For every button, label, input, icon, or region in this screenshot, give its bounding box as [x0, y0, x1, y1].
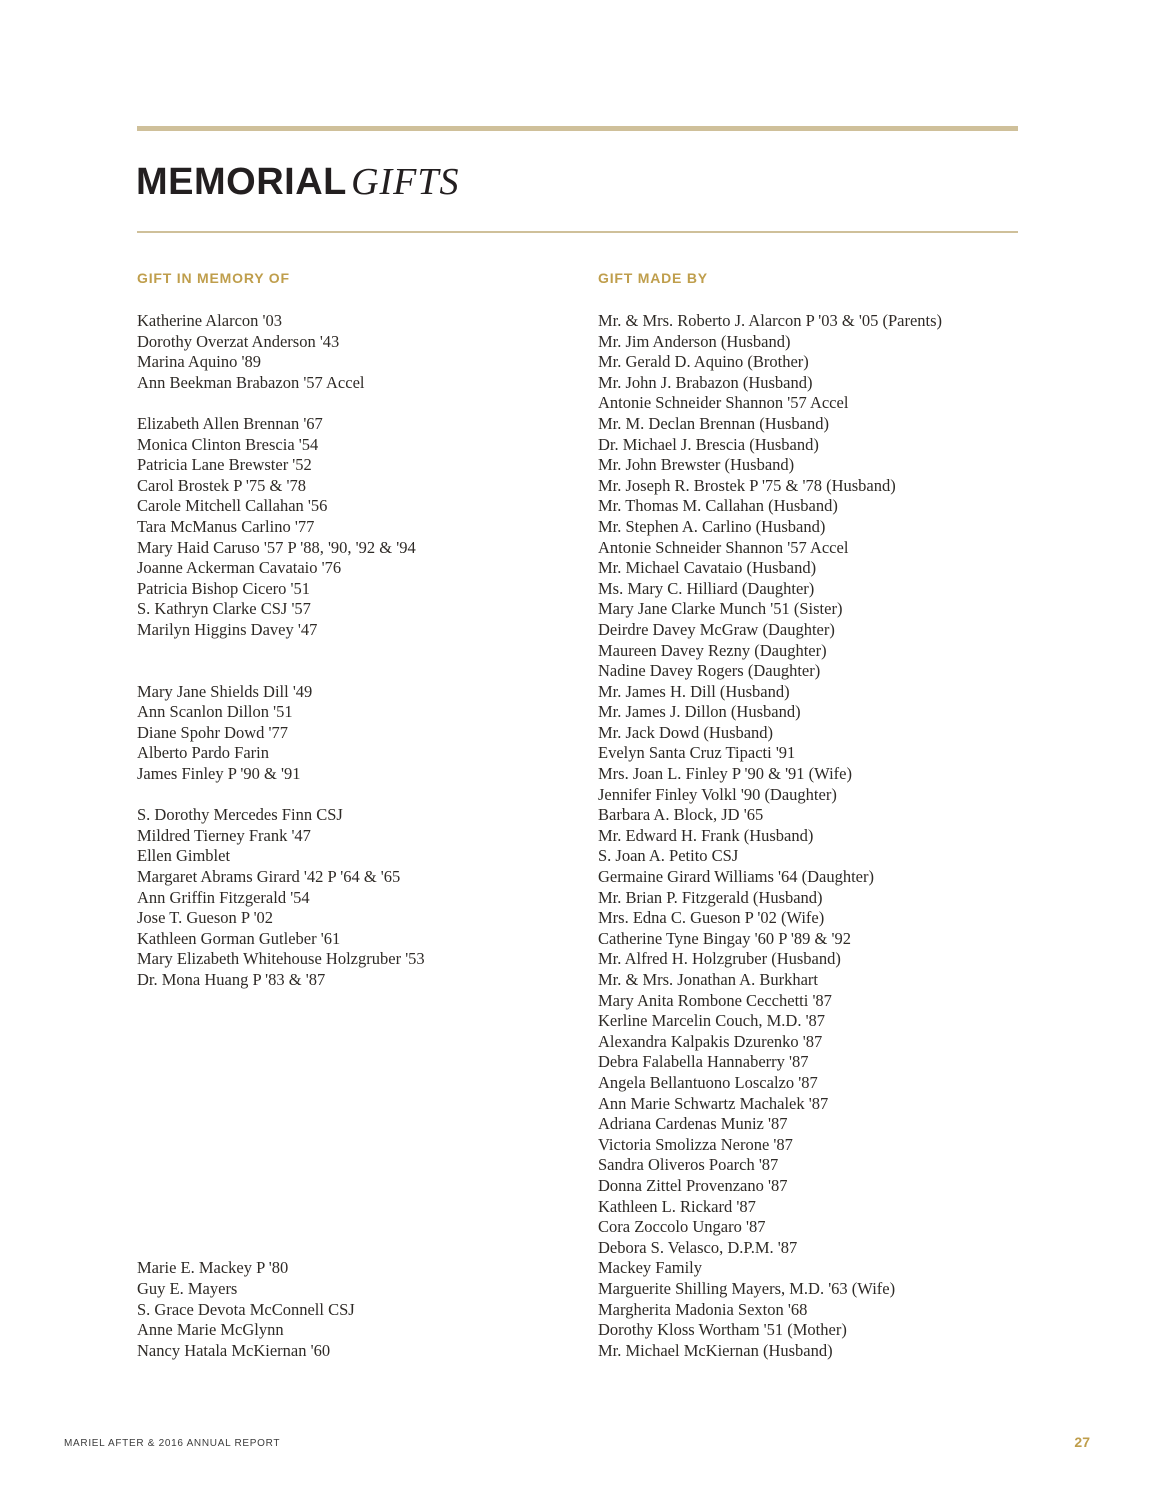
- donor-name: Mr. Edward H. Frank (Husband): [598, 825, 814, 845]
- donor-name: Nadine Davey Rogers (Daughter): [598, 661, 821, 681]
- donor-name: Debra Falabella Hannaberry '87: [598, 1052, 809, 1072]
- donor-name: S. Joan A. Petito CSJ: [598, 846, 739, 866]
- top-divider: [137, 126, 1018, 131]
- blank-line: [137, 1032, 582, 1053]
- memorial-name: Mary Jane Shields Dill '49: [137, 681, 313, 701]
- memorial-name: Jose T. Gueson P '02: [137, 908, 274, 928]
- donor-name: Mr. Gerald D. Aquino (Brother): [598, 352, 809, 372]
- donor-name: Alexandra Kalpakis Dzurenko '87: [598, 1031, 823, 1051]
- memorial-name: Diane Spohr Dowd '77: [137, 722, 288, 742]
- memorial-name: Alberto Pardo Farin: [137, 743, 269, 763]
- blank-line: [137, 1073, 582, 1094]
- memorial-name: Joanne Ackerman Cavataio '76: [137, 558, 342, 578]
- memorial-name: Carol Brostek P '75 & '78: [137, 475, 306, 495]
- donor-name: Mackey Family: [598, 1258, 703, 1278]
- donor-name: Antonie Schneider Shannon '57 Accel: [598, 537, 849, 557]
- donor-name: Kerline Marcelin Couch, M.D. '87: [598, 1011, 826, 1031]
- blank-line: [137, 641, 582, 662]
- donor-name: Donna Zittel Provenzano '87: [598, 1175, 788, 1195]
- donor-name: Debora S. Velasco, D.P.M. '87: [598, 1237, 798, 1257]
- made-by-column: [598, 311, 1043, 1361]
- memorial-name: Kathleen Gorman Gutleber '61: [137, 928, 341, 948]
- memorial-name: Nancy Hatala McKiernan '60: [137, 1340, 331, 1360]
- donor-name: Maureen Davey Rezny (Daughter): [598, 640, 827, 660]
- donor-name: Mr. James J. Dillon (Husband): [598, 702, 801, 722]
- blank-line: [137, 1011, 582, 1032]
- memorial-name: Marie E. Mackey P '80: [137, 1258, 289, 1278]
- donor-name: Sandra Oliveros Poarch '87: [598, 1155, 779, 1175]
- memorial-name: Ann Beekman Brabazon '57 Accel: [137, 372, 365, 392]
- donor-name: Germaine Girard Williams '64 (Daughter): [598, 867, 874, 887]
- blank-line: [137, 1176, 582, 1197]
- memorial-name: Dorothy Overzat Anderson '43: [137, 331, 340, 351]
- memorial-name: Ann Scanlon Dillon '51: [137, 702, 293, 722]
- memorial-name: Guy E. Mayers: [137, 1278, 238, 1298]
- memorial-name: S. Kathryn Clarke CSJ '57: [137, 599, 311, 619]
- memorial-name: Mary Elizabeth Whitehouse Holzgruber '53: [137, 949, 425, 969]
- donor-name: Mr. Stephen A. Carlino (Husband): [598, 516, 826, 536]
- donor-name: Dorothy Kloss Wortham '51 (Mother): [598, 1320, 847, 1340]
- memorial-name: Monica Clinton Brescia '54: [137, 434, 319, 454]
- blank-line: [137, 991, 582, 1012]
- blank-line: [137, 393, 582, 414]
- donor-name: Mr. Alfred H. Holzgruber (Husband): [598, 949, 841, 969]
- donor-name: Ms. Mary C. Hilliard (Daughter): [598, 578, 815, 598]
- title-word-memorial: MEMORIAL: [136, 161, 347, 203]
- donor-name: Mr. Thomas M. Callahan (Husband): [598, 496, 838, 516]
- donor-name: Evelyn Santa Cruz Tipacti '91: [598, 743, 796, 763]
- donor-name: Mr. John J. Brabazon (Husband): [598, 372, 813, 392]
- memorial-name: Marilyn Higgins Davey '47: [137, 619, 318, 639]
- donor-name: Mary Jane Clarke Munch '51 (Sister): [598, 599, 843, 619]
- memorial-name: James Finley P '90 & '91: [137, 764, 301, 784]
- donor-name: Mary Anita Rombone Cecchetti '87: [598, 990, 832, 1010]
- donor-name: Mr. John Brewster (Husband): [598, 455, 795, 475]
- footer-report-title: MARIEL AFTER & 2016 ANNUAL REPORT: [64, 1438, 281, 1449]
- memorial-name: Mary Haid Caruso '57 P '88, '90, '92 & '94: [137, 537, 416, 557]
- memorial-name: Mildred Tierney Frank '47: [137, 825, 311, 845]
- blank-line: [137, 1052, 582, 1073]
- donor-name: Mr. Brian P. Fitzgerald (Husband): [598, 887, 823, 907]
- page-number: 27: [1074, 1434, 1090, 1450]
- donor-name: Mr. Jack Dowd (Husband): [598, 722, 774, 742]
- blank-line: [137, 785, 582, 806]
- title-word-gifts-text: GIFTS: [351, 161, 460, 203]
- blank-line: [137, 1114, 582, 1135]
- blank-line: [137, 1155, 582, 1176]
- memory-of-column: [137, 311, 582, 1361]
- memory-of-header: GIFT IN MEMORY OF: [137, 270, 290, 286]
- donor-name: Barbara A. Block, JD '65: [598, 805, 764, 825]
- memorial-name: Elizabeth Allen Brennan '67: [137, 413, 323, 433]
- memorial-name: Katherine Alarcon '03: [137, 311, 283, 330]
- donor-name: Ann Marie Schwartz Machalek '87: [598, 1093, 829, 1113]
- memorial-name: Tara McManus Carlino '77: [137, 516, 315, 536]
- donor-name: Mr. & Mrs. Roberto J. Alarcon P '03 & '05 (Parents): [598, 311, 943, 330]
- donor-name: Deirdre Davey McGraw (Daughter): [598, 619, 835, 639]
- blank-line: [137, 1238, 582, 1259]
- made-by-header: GIFT MADE BY: [598, 270, 708, 286]
- page-title: [136, 160, 460, 204]
- blank-line: [137, 1217, 582, 1238]
- memorial-name: Ann Griffin Fitzgerald '54: [137, 887, 310, 907]
- memorial-name: S. Dorothy Mercedes Finn CSJ: [137, 805, 343, 825]
- memorial-name: Dr. Mona Huang P '83 & '87: [137, 970, 326, 989]
- memorial-name: Patricia Lane Brewster '52: [137, 455, 312, 475]
- blank-line: [137, 1094, 582, 1115]
- donor-name: Mr. Michael Cavataio (Husband): [598, 558, 817, 578]
- donor-name: Jennifer Finley Volkl '90 (Daughter): [598, 784, 837, 804]
- memorial-name: Carole Mitchell Callahan '56: [137, 496, 328, 516]
- donor-name: Kathleen L. Rickard '87: [598, 1196, 756, 1216]
- donor-name: Mrs. Joan L. Finley P '90 & '91 (Wife): [598, 764, 852, 784]
- donor-name: Margherita Madonia Sexton '68: [598, 1299, 808, 1319]
- donor-name: Dr. Michael J. Brescia (Husband): [598, 434, 819, 454]
- donor-name: Victoria Smolizza Nerone '87: [598, 1134, 793, 1154]
- memorial-name: Marina Aquino '89: [137, 352, 261, 372]
- memorial-name: Patricia Bishop Cicero '51: [137, 578, 310, 598]
- donor-name: Mr. M. Declan Brennan (Husband): [598, 413, 829, 433]
- memorial-name: Anne Marie McGlynn: [137, 1320, 284, 1340]
- donor-name: Mr. James H. Dill (Husband): [598, 681, 790, 701]
- donor-name: Mr. Michael McKiernan (Husband): [598, 1340, 833, 1360]
- blank-line: [137, 661, 582, 682]
- donor-name: Mrs. Edna C. Gueson P '02 (Wife): [598, 908, 825, 928]
- title-divider: [137, 231, 1018, 233]
- memorial-name: Ellen Gimblet: [137, 846, 231, 866]
- donor-name: Mr. Jim Anderson (Husband): [598, 331, 791, 351]
- donor-name: Angela Bellantuono Loscalzo '87: [598, 1072, 818, 1092]
- donor-name: Adriana Cardenas Muniz '87: [598, 1114, 788, 1134]
- donor-name: Marguerite Shilling Mayers, M.D. '63 (Wife): [598, 1278, 896, 1298]
- donor-name: Mr. Joseph R. Brostek P '75 & '78 (Husband): [598, 475, 896, 495]
- donor-name: Antonie Schneider Shannon '57 Accel: [598, 393, 849, 413]
- donor-name: Mr. & Mrs. Jonathan A. Burkhart: [598, 970, 818, 989]
- donor-name: Catherine Tyne Bingay '60 P '89 & '92: [598, 928, 851, 948]
- donor-name: Cora Zoccolo Ungaro '87: [598, 1217, 766, 1237]
- memorial-name: Margaret Abrams Girard '42 P '64 & '65: [137, 867, 401, 887]
- memorial-name: S. Grace Devota McConnell CSJ: [137, 1299, 355, 1319]
- blank-line: [137, 1197, 582, 1218]
- blank-line: [137, 1135, 582, 1156]
